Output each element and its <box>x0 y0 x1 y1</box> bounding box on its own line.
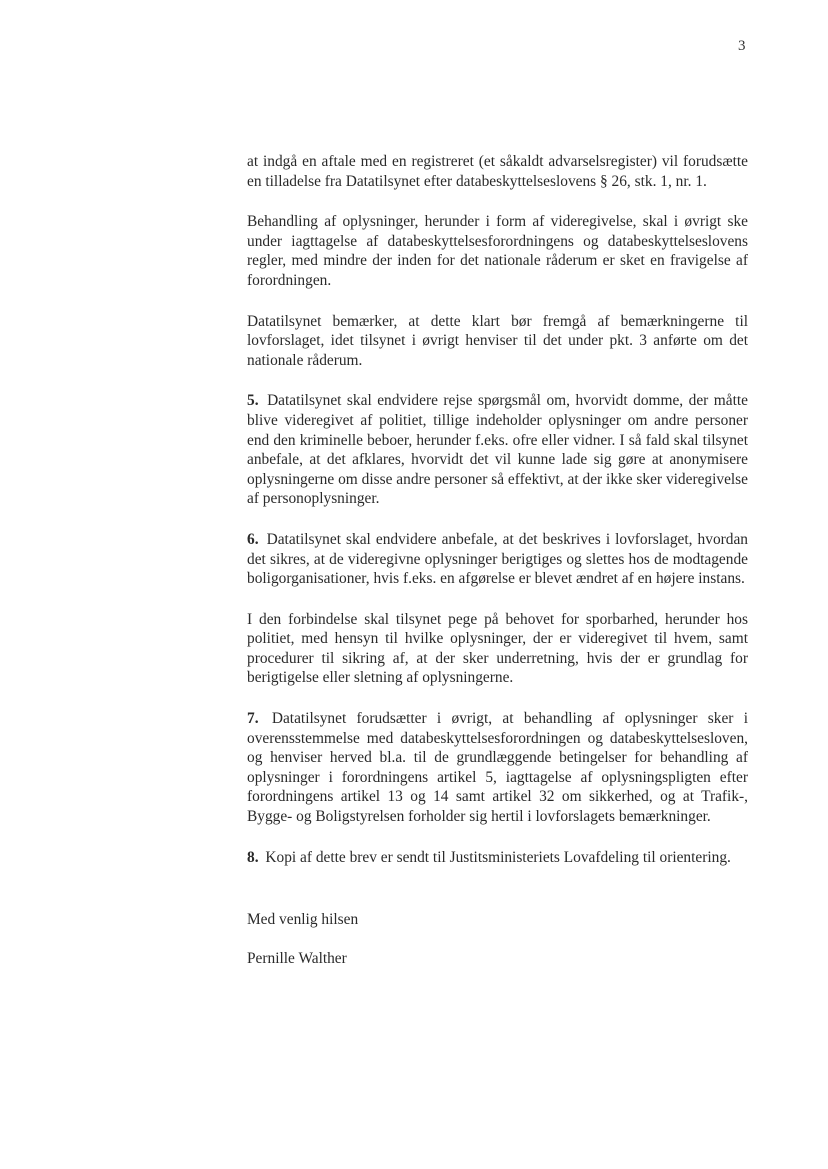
paragraph-text: Kopi af dette brev er sendt til Justitsministeriets Lovafdeling til orientering. <box>265 848 731 866</box>
page-number: 3 <box>738 38 746 54</box>
paragraph-text: Datatilsynet forudsætter i øvrigt, at behandling af oplysninger sker i overensstemmelse med databeskyttelsesforordningen og databeskyttelsesloven, og henviser herved bl.a. til de grundlæggende betingelser for behandling af oplysninger i forordningens artikel 5, iagttagelse af oplysningspligten efter forordningens artikel 13 og 14 samt artikel 32 om sikkerhed, og at Trafik-, Bygge- og Boligstyrelsen forholder sig hertil i lovforslagets bemærkninger. <box>247 710 748 826</box>
paragraph-number: 5. <box>247 392 259 410</box>
letter-body <box>247 152 748 867</box>
paragraph-5 <box>247 391 748 509</box>
paragraph-text: Behandling af oplysninger, herunder i form af videregivelse, skal i øvrigt ske under iagttagelse af databeskyttelsesforordningens og databeskyttelseslovens regler, med mindre der inden for det nationale råderum er sket en fravigelse af forordningen. <box>247 213 748 289</box>
paragraph <box>247 152 748 191</box>
paragraph <box>247 212 748 290</box>
paragraph-number: 8. <box>247 848 259 866</box>
paragraph-7 <box>247 709 748 827</box>
closing-salutation: Med venlig hilsen <box>247 911 359 928</box>
paragraph-text: Datatilsynet skal endvidere rejse spørgsmål om, hvorvidt domme, der måtte blive videregivet af politiet, tillige indeholder oplysninger om andre personer end den kriminelle beboer, herunder f.eks. ofre eller vidner. I så fald skal tilsynet anbefale, at det afklares, hvorvidt det vil kunne lade sig gøre at anonymisere oplysningerne om disse andre personer så effektivt, at der ikke sker videregivelse af personoplysninger. <box>247 392 748 508</box>
paragraph-text: I den forbindelse skal tilsynet pege på behovet for sporbarhed, herunder hos politiet, med hensyn til hvilke oplysninger, der er videregivet til hvem, samt procedurer til sikring af, at der sker underretning, hvis der er grundlag for berigtigelse eller sletning af oplysningerne. <box>247 610 748 687</box>
paragraph-text: at indgå en aftale med en registreret (et såkaldt advarselsregister) vil forudsætte en tilladelse fra Datatilsynet efter databeskyttelseslovens § 26, stk. 1, nr. 1. <box>247 153 748 190</box>
signature-name: Pernille Walther <box>247 950 347 967</box>
paragraph <box>247 312 748 371</box>
paragraph-text: Datatilsynet skal endvidere anbefale, at det beskrives i lovforslaget, hvordan det sikres, at de videregivne oplysninger berigtiges og slettes hos de modtagende boligorganisationer, hvis f.eks. en afgørelse er blevet ændret af en højere instans. <box>247 530 748 588</box>
paragraph <box>247 610 748 688</box>
paragraph-8 <box>247 848 748 868</box>
paragraph-number: 7. <box>247 710 259 728</box>
paragraph-6 <box>247 530 748 589</box>
paragraph-text: Datatilsynet bemærker, at dette klart bør fremgå af bemærkningerne til lovforslaget, idet tilsynet i øvrigt henviser til det under pkt. 3 anførte om det nationale råderum. <box>247 312 748 369</box>
paragraph-number: 6. <box>247 530 259 548</box>
